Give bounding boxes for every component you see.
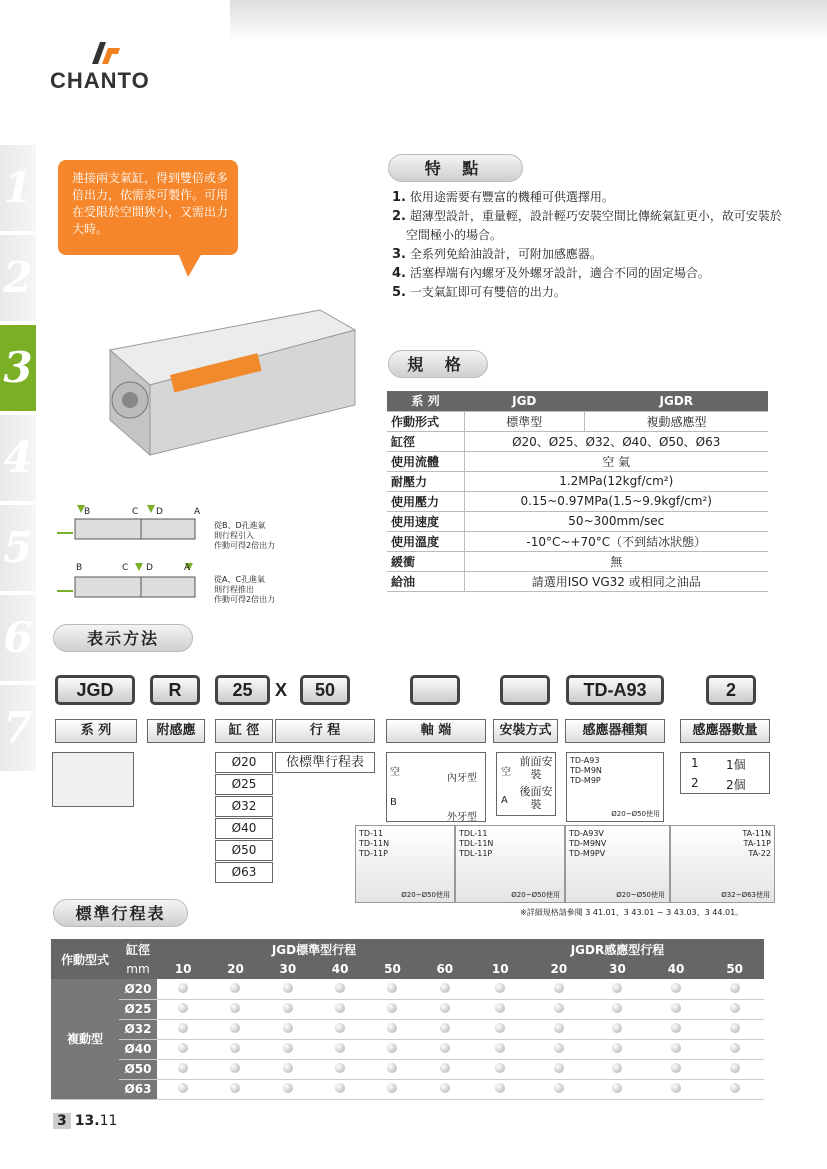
stroke-cell	[366, 1039, 418, 1059]
stroke-cell	[314, 979, 366, 999]
stroke-cell	[209, 1059, 261, 1079]
stroke-cell	[705, 1039, 764, 1059]
side-tab-6[interactable]: 6	[0, 595, 36, 681]
available-dot-icon	[283, 983, 293, 993]
spec-table: 系 列 JGD JGDR 作動形式 標準型 複動感應型 缸徑 Ø20、Ø25、Ø32、Ø40、Ø50、Ø63 使用流體 空 氣 耐壓力 1.2MPa(12kgf/cm²) 使用壓力 0.15~0.97MPa(1.5~9.9kgf/cm²) 使用速度 50~300mm/sec 使用溫度 -10°C~+70°C（不到結冰狀態） 緩衝 無 給油 請選用ISO VG32 或相同之油品	[387, 391, 768, 592]
stroke-cell	[366, 979, 418, 999]
code-series: JGD	[55, 675, 135, 705]
diagram-label-a2: A	[184, 563, 191, 573]
available-dot-icon	[730, 983, 740, 993]
available-dot-icon	[671, 1083, 681, 1093]
stroke-cell	[588, 1079, 647, 1099]
diagram-label-d2: D	[146, 563, 153, 573]
row-bore: Ø63	[119, 1079, 157, 1099]
stroke-cell	[157, 1019, 209, 1039]
stroke-cell	[314, 1079, 366, 1099]
header-stripe	[230, 0, 827, 40]
stroke-cell	[705, 1079, 764, 1099]
sensor-card: TD-A93V TD-M9NV TD-M9PV Ø20~Ø50使用	[565, 825, 670, 903]
available-dot-icon	[178, 983, 188, 993]
available-dot-icon	[495, 1023, 505, 1033]
stroke-cell	[471, 1059, 530, 1079]
stroke-cell	[471, 1019, 530, 1039]
available-dot-icon	[440, 983, 450, 993]
stroke-cell	[314, 1039, 366, 1059]
available-dot-icon	[387, 1003, 397, 1013]
stroke-cell	[314, 1019, 366, 1039]
stroke-cell	[647, 1019, 706, 1039]
available-dot-icon	[612, 1023, 622, 1033]
available-dot-icon	[671, 983, 681, 993]
stroke-cell	[419, 1019, 471, 1039]
available-dot-icon	[554, 1043, 564, 1053]
side-tab-3[interactable]: 3	[0, 325, 36, 411]
features-list	[392, 188, 782, 302]
available-dot-icon	[230, 983, 240, 993]
available-dot-icon	[178, 1083, 188, 1093]
h-stroke: 20	[209, 959, 261, 979]
h-stroke: 30	[588, 959, 647, 979]
row-type: 複動型	[51, 979, 119, 1099]
available-dot-icon	[335, 1083, 345, 1093]
stroke-cell	[419, 1039, 471, 1059]
h-stroke: 60	[419, 959, 471, 979]
available-dot-icon	[671, 1043, 681, 1053]
bore-option: Ø25	[215, 774, 273, 795]
h-stroke: 20	[530, 959, 589, 979]
diagram-note-b: 從A、C孔進氣 則行程推出 作動可得2倍出力	[214, 575, 276, 604]
stroke-cell	[530, 1079, 589, 1099]
available-dot-icon	[387, 1063, 397, 1073]
available-dot-icon	[612, 983, 622, 993]
stroke-cell	[471, 1039, 530, 1059]
available-dot-icon	[671, 1023, 681, 1033]
available-dot-icon	[554, 1023, 564, 1033]
table-row	[51, 1019, 764, 1039]
feature-item: 2. 超薄型設計，重量輕，設計輕巧安裝空間比傳統氣缸更小，故可安裝於空間極小的場合。	[392, 209, 782, 242]
series-thumb	[52, 752, 134, 807]
stroke-cell	[262, 1019, 314, 1039]
available-dot-icon	[387, 1023, 397, 1033]
available-dot-icon	[178, 1003, 188, 1013]
available-dot-icon	[495, 983, 505, 993]
stroke-cell	[419, 1079, 471, 1099]
stroke-cell	[530, 999, 589, 1019]
available-dot-icon	[335, 1063, 345, 1073]
stroke-cell	[262, 1079, 314, 1099]
side-tab-5[interactable]: 5	[0, 505, 36, 591]
row-bore: Ø50	[119, 1059, 157, 1079]
table-row	[51, 1039, 764, 1059]
stroke-cell	[705, 1019, 764, 1039]
side-tab-4[interactable]: 4	[0, 415, 36, 501]
stroke-cell	[588, 979, 647, 999]
bore-option: Ø32	[215, 796, 273, 817]
available-dot-icon	[495, 1083, 505, 1093]
stroke-cell	[157, 1039, 209, 1059]
stroke-cell	[366, 1059, 418, 1079]
page-number: 3 13.11	[53, 1113, 117, 1129]
sensor-main: TD-A93 TD-M9N TD-M9P Ø20~Ø50使用	[566, 752, 664, 822]
sensor-card: TA-11N TA-11P TA-22 Ø32~Ø63使用	[670, 825, 775, 903]
code-qty: 2	[706, 675, 756, 705]
available-dot-icon	[387, 983, 397, 993]
code-shaft	[410, 675, 460, 705]
available-dot-icon	[283, 1023, 293, 1033]
available-dot-icon	[335, 983, 345, 993]
available-dot-icon	[178, 1043, 188, 1053]
feature-item: 4. 活塞桿端有內螺牙及外螺牙設計，適合不同的固定場合。	[392, 266, 710, 281]
code-bore: 25	[215, 675, 270, 705]
bore-option: Ø50	[215, 840, 273, 861]
label-mount: 安裝方式	[493, 719, 558, 743]
stroke-cell	[705, 1059, 764, 1079]
diagram-label-d1: D	[156, 507, 163, 517]
stroke-cell	[705, 999, 764, 1019]
qty-options: 1 1個 2 2個	[680, 752, 770, 794]
available-dot-icon	[612, 1003, 622, 1013]
available-dot-icon	[440, 1043, 450, 1053]
stroke-cell	[209, 979, 261, 999]
h-stroke: 50	[366, 959, 418, 979]
stroke-cell	[588, 999, 647, 1019]
stroke-cell	[157, 979, 209, 999]
bore-option: Ø40	[215, 818, 273, 839]
stroke-cell	[530, 979, 589, 999]
row-bore: Ø20	[119, 979, 157, 999]
available-dot-icon	[283, 1003, 293, 1013]
h-stroke: 10	[157, 959, 209, 979]
h-stroke: 10	[471, 959, 530, 979]
feature-item: 3. 全系列免給油設計，可附加感應器。	[392, 247, 602, 262]
label-series: 系 列	[55, 719, 137, 743]
available-dot-icon	[440, 1083, 450, 1093]
available-dot-icon	[230, 1023, 240, 1033]
available-dot-icon	[387, 1083, 397, 1093]
label-bore: 缸 徑	[215, 719, 273, 743]
available-dot-icon	[387, 1043, 397, 1053]
h-stroke: 50	[705, 959, 764, 979]
stroke-cell	[419, 999, 471, 1019]
reference-note: ※詳細規格請參閱 3 41.01、3 43.01 ~ 3 43.03、3 44.01。	[520, 908, 744, 917]
stroke-cell	[705, 979, 764, 999]
feature-item: 5. 一支氣缸即可有雙倍的出力。	[392, 285, 566, 300]
available-dot-icon	[612, 1043, 622, 1053]
available-dot-icon	[283, 1043, 293, 1053]
stroke-table-title: 標準行程表	[53, 899, 188, 927]
shaft-options: 空 內牙型 B 外牙型	[386, 752, 486, 822]
stroke-cell	[262, 979, 314, 999]
side-tab-1[interactable]: 1	[0, 145, 36, 231]
stroke-cell	[209, 1079, 261, 1099]
callout-note: 連接兩支氣缸，得到雙倍或多倍出力，依需求可製作。可用在受限於空間狹小，又需出力大時。	[58, 160, 238, 255]
h-unit: mm	[119, 959, 157, 979]
row-bore: Ø40	[119, 1039, 157, 1059]
spec-title: 規 格	[388, 350, 488, 378]
available-dot-icon	[440, 1023, 450, 1033]
available-dot-icon	[671, 1063, 681, 1073]
stroke-cell	[366, 999, 418, 1019]
available-dot-icon	[554, 1083, 564, 1093]
stroke-cell	[647, 979, 706, 999]
stroke-cell	[588, 1059, 647, 1079]
diagram-note-a: 從B、D孔進氣 則行程引入 作動可得2倍出力	[214, 521, 276, 550]
code-x: X	[275, 680, 288, 700]
stroke-cell	[530, 1039, 589, 1059]
features-title: 特 點	[388, 154, 523, 182]
table-row	[51, 1079, 764, 1099]
operation-diagram	[55, 505, 205, 605]
h-jgdr: JGDR感應型行程	[471, 939, 764, 959]
stroke-cell	[262, 1039, 314, 1059]
side-tab-7[interactable]: 7	[0, 685, 36, 771]
row-bore: Ø32	[119, 1019, 157, 1039]
sensor-card: TDL-11 TDL-11N TDL-11P Ø20~Ø50使用	[455, 825, 565, 903]
stroke-cell	[157, 1059, 209, 1079]
available-dot-icon	[554, 1063, 564, 1073]
available-dot-icon	[283, 1063, 293, 1073]
stroke-cell	[419, 1059, 471, 1079]
available-dot-icon	[730, 1003, 740, 1013]
stroke-cell	[157, 1079, 209, 1099]
h-stroke: 30	[262, 959, 314, 979]
code-stroke: 50	[300, 675, 350, 705]
diagram-label-c1: C	[132, 507, 139, 517]
stroke-cell	[366, 1019, 418, 1039]
available-dot-icon	[440, 1003, 450, 1013]
stroke-cell	[314, 999, 366, 1019]
row-bore: Ø25	[119, 999, 157, 1019]
label-sensor-type: 感應器種類	[565, 719, 665, 743]
available-dot-icon	[671, 1003, 681, 1013]
available-dot-icon	[230, 1063, 240, 1073]
bore-option: Ø63	[215, 862, 273, 883]
available-dot-icon	[495, 1063, 505, 1073]
stroke-cell	[647, 1079, 706, 1099]
stroke-cell	[647, 1039, 706, 1059]
code-sensor-flag: R	[150, 675, 200, 705]
feature-item: 1. 依用途需要有豐富的機種可供選擇用。	[392, 190, 614, 205]
h-stroke: 40	[314, 959, 366, 979]
stroke-cell	[530, 1019, 589, 1039]
available-dot-icon	[730, 1043, 740, 1053]
label-stroke: 行 程	[275, 719, 375, 743]
stroke-cell	[157, 999, 209, 1019]
stroke-table	[51, 939, 764, 1100]
available-dot-icon	[230, 1003, 240, 1013]
stroke-ref: 依標準行程表	[275, 752, 375, 773]
stroke-cell	[471, 999, 530, 1019]
available-dot-icon	[178, 1063, 188, 1073]
stroke-cell	[262, 1059, 314, 1079]
stroke-cell	[647, 999, 706, 1019]
bore-option: Ø20	[215, 752, 273, 773]
stroke-cell	[588, 1019, 647, 1039]
stroke-cell	[209, 1039, 261, 1059]
stroke-cell	[588, 1039, 647, 1059]
table-row	[51, 979, 764, 999]
cylinder-image	[90, 290, 370, 460]
available-dot-icon	[495, 1043, 505, 1053]
h-jgd: JGD標準型行程	[157, 939, 471, 959]
available-dot-icon	[612, 1063, 622, 1073]
table-row	[51, 1059, 764, 1079]
stroke-cell	[314, 1059, 366, 1079]
diagram-label-b1: B	[84, 507, 91, 517]
label-sensor: 附感應	[147, 719, 205, 743]
diagram-label-a1: A	[194, 507, 201, 517]
h-stroke: 40	[647, 959, 706, 979]
stroke-cell	[530, 1059, 589, 1079]
available-dot-icon	[283, 1083, 293, 1093]
stroke-cell	[419, 979, 471, 999]
stroke-cell	[471, 979, 530, 999]
available-dot-icon	[178, 1023, 188, 1033]
stroke-cell	[647, 1059, 706, 1079]
available-dot-icon	[730, 1063, 740, 1073]
available-dot-icon	[612, 1083, 622, 1093]
stroke-cell	[366, 1079, 418, 1099]
stroke-cell	[209, 999, 261, 1019]
mount-options: 空 前面安裝 A 後面安裝	[496, 752, 556, 816]
available-dot-icon	[554, 1003, 564, 1013]
brand-name: CHANTO	[50, 68, 150, 93]
label-shaft: 軸 端	[386, 719, 486, 743]
available-dot-icon	[230, 1083, 240, 1093]
sensor-card: TD-11 TD-11N TD-11P Ø20~Ø50使用	[355, 825, 455, 903]
available-dot-icon	[495, 1003, 505, 1013]
available-dot-icon	[440, 1063, 450, 1073]
available-dot-icon	[730, 1023, 740, 1033]
h-bore: 缸徑	[119, 939, 157, 959]
order-title: 表示方法	[53, 624, 193, 652]
stroke-cell	[262, 999, 314, 1019]
side-tab-2[interactable]: 2	[0, 235, 36, 321]
code-mount	[500, 675, 550, 705]
stroke-cell	[209, 1019, 261, 1039]
h-type: 作動型式	[51, 939, 119, 979]
available-dot-icon	[554, 983, 564, 993]
stroke-cell	[471, 1079, 530, 1099]
code-sensor-type: TD-A93	[566, 675, 664, 705]
table-row	[51, 999, 764, 1019]
diagram-label-c2: C	[122, 563, 129, 573]
available-dot-icon	[335, 1043, 345, 1053]
available-dot-icon	[730, 1083, 740, 1093]
label-qty: 感應器數量	[680, 719, 770, 743]
available-dot-icon	[335, 1003, 345, 1013]
logo-mark-icon	[90, 42, 120, 64]
diagram-label-b2: B	[76, 563, 83, 573]
available-dot-icon	[230, 1043, 240, 1053]
available-dot-icon	[335, 1023, 345, 1033]
